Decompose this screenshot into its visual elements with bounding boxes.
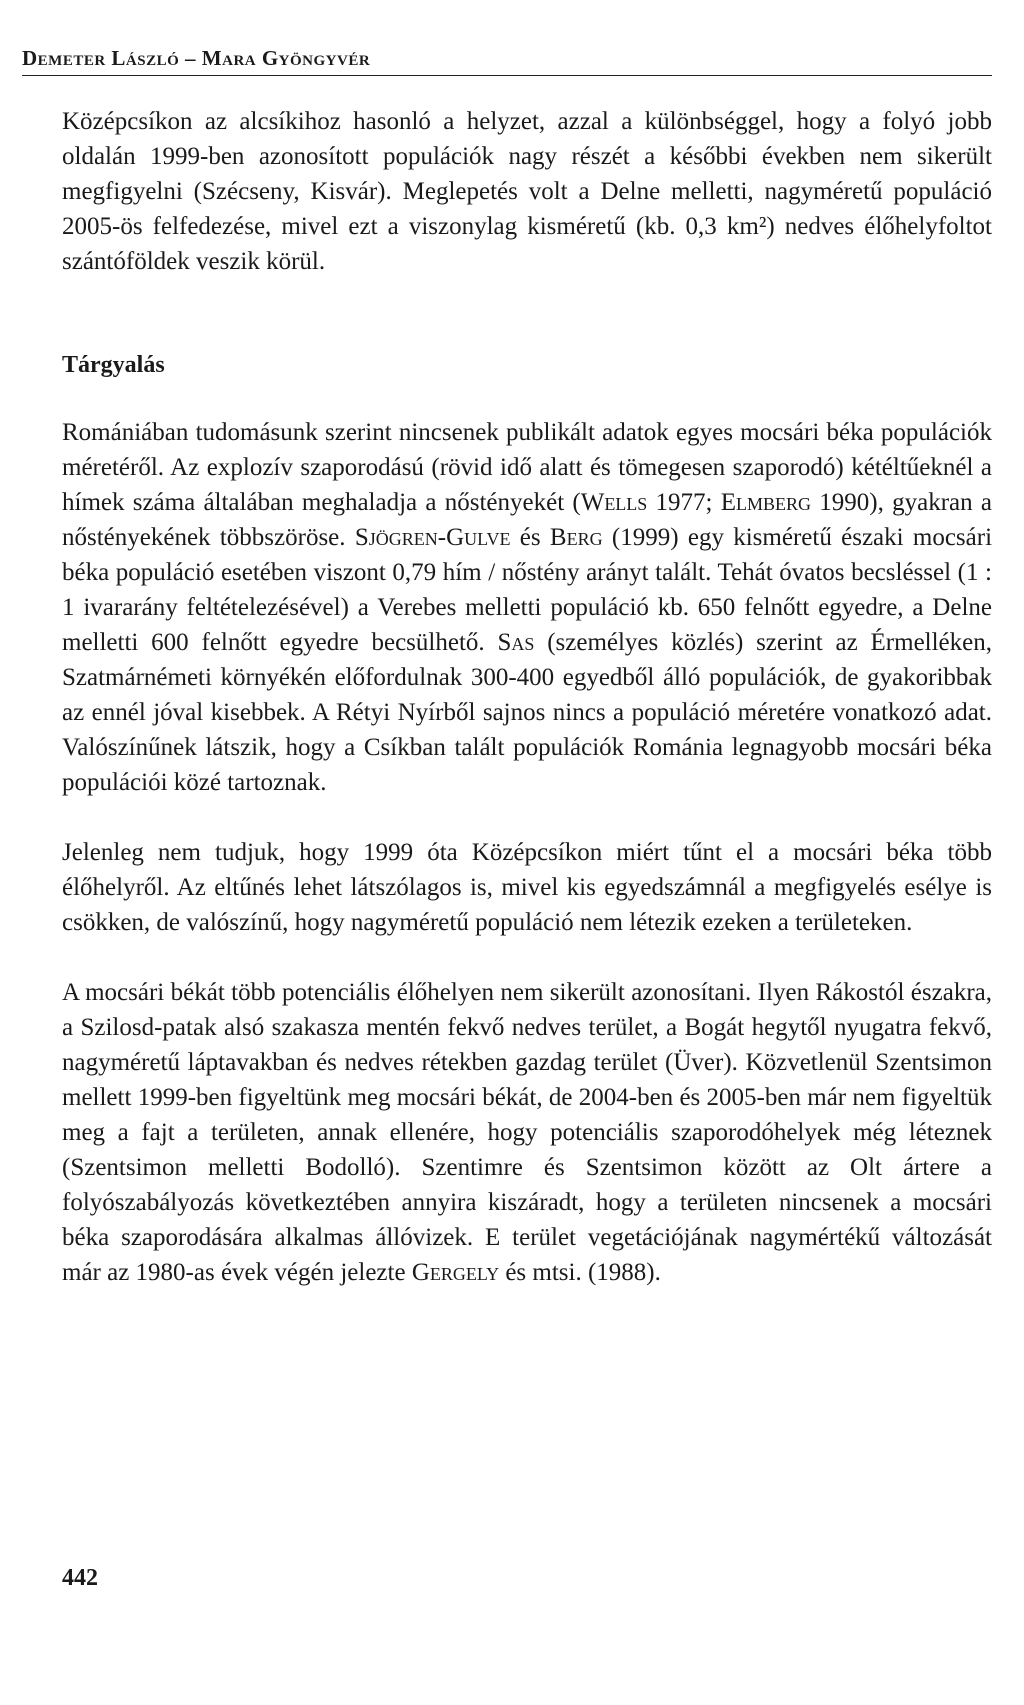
text-segment: és <box>510 524 550 551</box>
paragraph-4 <box>62 975 992 1290</box>
page <box>22 44 993 1290</box>
text-segment: Romániában tudomásunk szerint nincsenek publikált adatok egyes mocsári béka populációk méretéről. Az explozív szaporodású (rövid idő alatt és tömegesen szaporodó) kétéltűeknél a hímek száma általában meghaladja a nőstényekét ( <box>62 419 992 516</box>
text-segment: 1977; <box>647 489 721 516</box>
author-citation: Sas <box>497 629 535 656</box>
author-citation: Sjögren-Gulve <box>354 524 511 551</box>
author-citation: Wells <box>580 489 648 516</box>
paragraph-1: Középcsíkon az alcsíkihoz hasonló a helyzet, azzal a különbséggel, hogy a folyó jobb oldalán 1999-ben azonosított populációk nagy részét a későbbi években nem sikerült megfigyelni (Szécseny, Kisvár). Meglepetés volt a Delne melletti, nagyméretű populáció 2005-ös felfedezése, mivel ezt a viszonylag kisméretű (kb. 0,3 km²) nedves élőhelyfoltot szántóföldek veszik körül. <box>62 108 992 275</box>
author-citation: Elmberg <box>720 489 812 516</box>
author-citation: Gergely <box>411 1259 500 1286</box>
text-segment: (személyes közlés) szerint az Érmelléken, Szatmárnémeti környékén előfordulnak 300-400 egyedből álló populációk, de gyakoribbak az ennél jóval kisebbek. A Rétyi Nyírből sajnos nincs a populáció méretére vonatkozó adat. Valószínűnek látszik, hogy a Csíkban talált populációk Románia legnagyobb mocsári béka populációi közé tartoznak. <box>62 629 993 796</box>
page-number: 442 <box>62 1565 98 1591</box>
text-segment: és mtsi. (1988). <box>499 1259 661 1286</box>
text-segment: (1999) egy kisméretű északi mocsári béka populáció esetében viszont 0,79 hím / nőstény arányt talált. Tehát óvatos becsléssel (1 : 1 ivararány feltételezésével) a Verebes melletti populáció kb. 650 felnőtt egyedre, a Delne melletti 600 felnőtt egyedre becsülhető. <box>62 524 993 656</box>
paragraph-2 <box>62 415 992 800</box>
section-title: Tárgyalás <box>62 352 165 378</box>
text-segment: A mocsári békát több potenciális élőhelyen nem sikerült azonosítani. Ilyen Rákostól északra, a Szilosd-patak alsó szakasza mentén fekvő nedves terület, a Bogát hegytől nyugatra fekvő, nagyméretű láptavakban és nedves rétekben gazdag terület (Üver). Közvetlenül Szentsimon mellett 1999-ben figyeltünk meg mocsári békát, de 2004-ben és 2005-ben már nem figyeltük meg a fajt a területen, annak ellenére, hogy potenciális szaporodóhelyek még léteznek (Szentsimon melletti Bodolló). Szentimre és Szentsimon között az Olt ártere a folyószabályozás következtében annyira kiszáradt, hogy a területen nincsenek a mocsári béka szaporodására alkalmas állóvizek. E terület vegetációjának nagymértékű változását már az 1980-as évek végén jelezte <box>62 979 992 1286</box>
paragraph-3: Jelenleg nem tudjuk, hogy 1999 óta Középcsíkon miért tűnt el a mocsári béka több élőhelyről. Az eltűnés lehet látszólagos is, mivel kis egyedszámnál a megfigyelés esélye is csökken, de valószínű, hogy nagyméretű populáció nem létezik ezeken a területeken. <box>62 839 992 936</box>
running-head: Demeter László – Mara Gyöngyvér <box>22 44 992 76</box>
author-citation: Berg <box>549 524 603 551</box>
article-body <box>62 104 992 1290</box>
text-segment: 1990), gyakran a nőstényekének többszöröse. <box>62 489 992 551</box>
